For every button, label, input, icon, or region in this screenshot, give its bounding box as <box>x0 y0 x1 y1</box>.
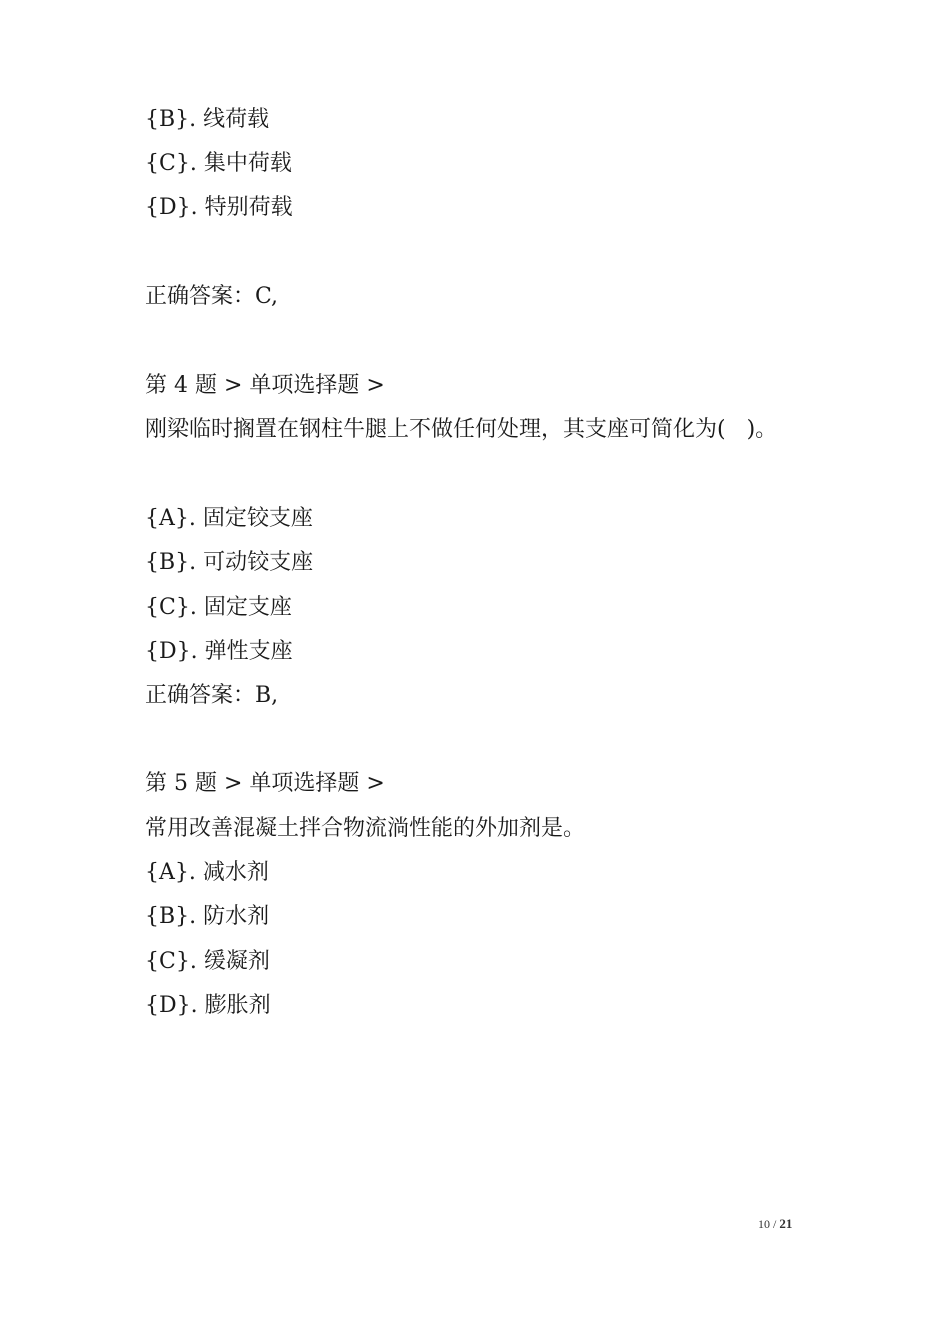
total-pages: 21 <box>779 1216 793 1231</box>
q3-option-b: {B}. 线荷载 <box>145 107 270 132</box>
current-page: 10 <box>758 1217 770 1231</box>
q4-option-a: {A}. 固定铰支座 <box>145 506 313 531</box>
q5-option-b: {B}. 防水剂 <box>145 904 270 929</box>
q5-question: 常用改善混凝土拌合物流淌性能的外加剂是。 <box>145 816 586 841</box>
q4-header: 第 4 题 > 单项选择题 > <box>145 373 385 398</box>
q3-option-d: {D}. 特别荷载 <box>145 195 293 220</box>
q3-option-c: {C}. 集中荷载 <box>145 151 292 176</box>
q3-answer: 正确答案：C, <box>145 284 279 309</box>
page-separator: / <box>773 1217 777 1231</box>
q4-answer: 正确答案：B, <box>145 683 279 708</box>
q4-question: 刚梁临时搁置在钢柱牛腿上不做任何处理，其支座可简化为( )。 <box>145 417 778 442</box>
q4-option-b: {B}. 可动铰支座 <box>145 550 314 575</box>
q4-option-c: {C}. 固定支座 <box>145 595 292 620</box>
q5-header: 第 5 题 > 单项选择题 > <box>145 771 385 796</box>
q4-option-d: {D}. 弹性支座 <box>145 639 293 664</box>
q5-option-c: {C}. 缓凝剂 <box>145 949 270 974</box>
q5-option-d: {D}. 膨胀剂 <box>145 993 271 1018</box>
page-number <box>758 1216 792 1232</box>
q5-option-a: {A}. 减水剂 <box>145 860 269 885</box>
